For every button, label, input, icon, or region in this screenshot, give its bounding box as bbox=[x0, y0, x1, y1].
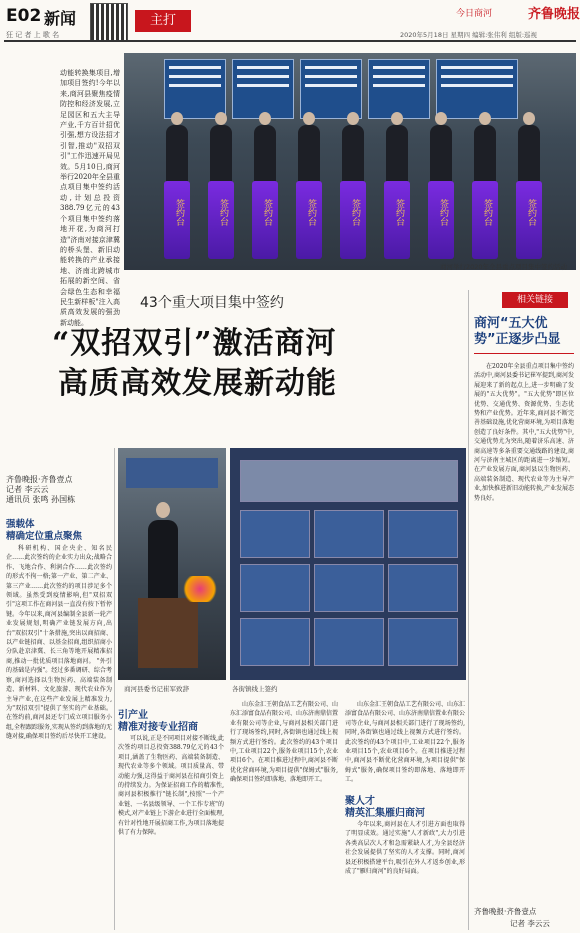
signing-podium: 签约台 bbox=[472, 181, 498, 259]
photo-person bbox=[166, 125, 188, 183]
byline-reporter: 记者 李云云 bbox=[6, 485, 49, 494]
byline-correspondent: 通讯员 张鸣 孙国栋 bbox=[6, 495, 76, 504]
photo-banner bbox=[232, 59, 294, 119]
speaker-head bbox=[156, 502, 170, 518]
video-screen bbox=[314, 564, 384, 612]
photo-banner bbox=[436, 59, 518, 119]
photo-person bbox=[210, 125, 232, 183]
section-heading-2: 引产业 bbox=[118, 710, 148, 721]
photo-banner bbox=[368, 59, 430, 119]
signing-podium: 签约台 bbox=[428, 181, 454, 259]
sub-headline: 43个重大项目集中签约 bbox=[140, 295, 284, 311]
signing-podium: 签约台 bbox=[296, 181, 322, 259]
section-tag: 主打 bbox=[135, 10, 191, 32]
signing-podium: 签约台 bbox=[516, 181, 542, 259]
video-screen bbox=[240, 510, 310, 558]
related-divider bbox=[474, 353, 574, 354]
column-divider bbox=[468, 290, 469, 930]
section-subheading-3: 精英汇集雁归商河 bbox=[345, 808, 425, 819]
video-screen bbox=[240, 564, 310, 612]
video-screen bbox=[240, 460, 458, 502]
body-column-3: 山东金汇王朝食品工艺有限公司、山东汇添富食品有限公司、山东济南鼎信置业有限公司等企业,与商河县相关部门进行了现场签约,同时,各街镇也通过线上视频方式进行签约。此次签约的43个项目中,工业项目22个,服务业项目15个,农业项目6个。在项目推进过程中,商河县不断优化营商环境,为项目提供"保姆式"服务,确保项目签约即落地、落地即开工。 bbox=[230, 701, 338, 784]
speaker-figure bbox=[148, 520, 178, 610]
section-subheading-2: 精准对接专业招商 bbox=[118, 722, 198, 733]
body-column-4: 今年以来,商河县在人才引进方面也取得了明显成效。通过实施"人才新政",大力引进各类高层次人才和急需紧缺人才,为全县经济社会发展提供了坚实的人才支撑。同时,商河县还积极搭建平台,吸引在外人才返乡创业,形成了"雁归商河"的良好局面。 bbox=[345, 821, 465, 876]
footer-source: 齐鲁晚报·齐鲁壹点 bbox=[474, 907, 537, 916]
photo-banner bbox=[164, 59, 226, 119]
flower-arrangement bbox=[180, 576, 220, 602]
section-heading-3: 聚人才 bbox=[345, 796, 375, 807]
editor-credit: 狂 记 者 上 歌 名 bbox=[6, 31, 60, 39]
headline-line-1: “双招双引”激活商河 bbox=[52, 326, 337, 361]
speaker-photo-caption: 商河县委书记崔军致辞 bbox=[124, 685, 189, 693]
qr-code-icon bbox=[90, 3, 128, 41]
byline-source: 齐鲁晚报·齐鲁壹点 bbox=[6, 475, 73, 484]
photo-caption: 商河举行2020年全县重点项目集中签约活动 bbox=[440, 263, 568, 271]
section-name: 新闻 bbox=[44, 9, 77, 28]
headline-line-2: 高质高效发展新动能 bbox=[58, 366, 337, 401]
photo-banner bbox=[300, 59, 362, 119]
section-subheading-1: 精确定位重点聚焦 bbox=[6, 531, 83, 542]
body-column-1: 科研机构、国企央企、知名民企……此次签约的企业实力出众;战略合作、飞地合作、利润合作……此次签约的形式不拘一格;第一产业、第二产业、第三产业……此次签约的项目涉足多个领域。虽然受到疫情影响,但"双招双引"这项工作在商河县一直没有按下暂停键。今年以来,商河县编制全县新一轮产业发展规划,明确产业链发展方向,出台"双招双引"十条措施,突出以商招商、以产业链招商、以基金招商,组织招商小分队赴京津冀、长三角等地开展精准招商,推动一批优质项目落地商河。 "外引的基础是内强"。经过多番调研、综合考察,商河选择以生物医药、高端装备制造、新材料、文化旅游、现代农业作为主导产业,在这些产业发展上精准发力,为"双招双引"提供了坚实的产业基础。在签约前,商河县还专门成立项目服务小组,全程跟踪服务,实现从签约到落地的无缝对接,确保项目签约后尽快开工建设。 bbox=[6, 545, 112, 741]
signing-podium: 签约台 bbox=[208, 181, 234, 259]
body-column-4-top: 山东金汇王朝食品工艺有限公司、山东汇添富食品有限公司、山东济南鼎信置业有限公司等企业,与商河县相关部门进行了现场签约,同时,各街镇也通过线上视频方式进行签约。此次签约的43个项目中,工业项目22个,服务业项目15个,农业项目6个。在项目推进过程中,商河县不断优化营商环境,为项目提供"保姆式"服务,确保项目签约即落地、落地即开工。 bbox=[345, 701, 465, 784]
video-screen bbox=[388, 564, 458, 612]
lectern bbox=[138, 598, 198, 668]
video-screen bbox=[314, 618, 384, 666]
signing-podium: 签约台 bbox=[164, 181, 190, 259]
photo-person bbox=[298, 125, 320, 183]
photo-backdrop bbox=[126, 458, 218, 488]
main-photo bbox=[124, 53, 576, 270]
lead-paragraph: 动能转换集项目,增加项目签约!今年以来,商河县聚焦疫情防控和经济发展,立足园区和五大主导产业,千方百计招优引强,想方设法招才引智,推动"双招双引"工作迅速开局见效。5月10日,商河举行2020年全县重点项目集中签约活动,计划总投资388.79亿元的43个项目集中签约落地开花,为商河打造"济南对接京津冀的桥头堡、新旧动能转换的产业承接地、济南北跨城市拓展的新空间、省会绿色生态和幸福民生新样板"注入高质高效发展的强劲新动能。 bbox=[60, 69, 120, 327]
brand-name: 今日商河 bbox=[456, 9, 493, 19]
header-divider bbox=[4, 40, 576, 42]
section-heading-1: 强载体 bbox=[6, 519, 35, 530]
video-screen bbox=[240, 618, 310, 666]
speaker-photo bbox=[118, 448, 226, 680]
page-number: E02 bbox=[6, 6, 42, 26]
online-signing-caption: 各街镇线上签约 bbox=[232, 685, 278, 693]
photo-person bbox=[518, 125, 540, 183]
body-column-2: 可以说,正是不同项目对接不断线,此次签约项目总投资388.79亿元的43个项目,涵盖了生物医药、高端装备制造、现代农业等多个领域。项目质量高、带动能力强,这得益于商河县在招商引资上的持续发力。为保证招商工作的精准性,商河县积极推行"链长制",按照"一个产业链、一名县级领导、一个工作专班"的模式,对产业链上下游企业进行全面梳理,有针对性地开展招商工作,为项目落地提供了有力保障。 bbox=[118, 735, 224, 837]
video-screen bbox=[314, 510, 384, 558]
photo-person bbox=[386, 125, 408, 183]
related-title: 商河“五大优势”正逐步凸显 bbox=[474, 316, 561, 347]
related-link-tag: 相关链接 bbox=[502, 292, 568, 308]
related-body: 在2020年全县重点项目集中签约活动中,商河县委书记崔军提到,商河发展迎来了新的起点上,进一步明确了发展的"五大优势"。"五大优势"即区位优势、交通优势、资源优势、生态优势和产业优势。近年来,商河县不断完善基础设施,优化营商环境,为项目落地创造了良好条件。其中,"五大优势"中,交通优势尤为突出,随着济乐高速、济商高速等多条重要交通线路的建设,商河与济南主城区的距离进一步缩短。在产业发展方面,商河县以生物医药、高端装备制造、现代农业等为主导产业,加快推进新旧动能转换,产业发展态势良好。 bbox=[474, 363, 574, 502]
column-divider bbox=[114, 448, 115, 930]
photo-person bbox=[342, 125, 364, 183]
photo-person bbox=[254, 125, 276, 183]
photo-person bbox=[474, 125, 496, 183]
issue-date: 2020年5月18日 星期四 编辑:张伟利 组版:巡视 bbox=[400, 31, 538, 39]
signing-podium: 签约台 bbox=[384, 181, 410, 259]
footer-reporter: 记者 李云云 bbox=[510, 919, 550, 928]
signing-podium: 签约台 bbox=[252, 181, 278, 259]
newspaper-logo: 齐鲁晚报 bbox=[528, 7, 580, 22]
photo-person bbox=[430, 125, 452, 183]
signing-podium: 签约台 bbox=[340, 181, 366, 259]
video-screen bbox=[388, 510, 458, 558]
online-signing-photo bbox=[230, 448, 466, 680]
video-screen bbox=[388, 618, 458, 666]
